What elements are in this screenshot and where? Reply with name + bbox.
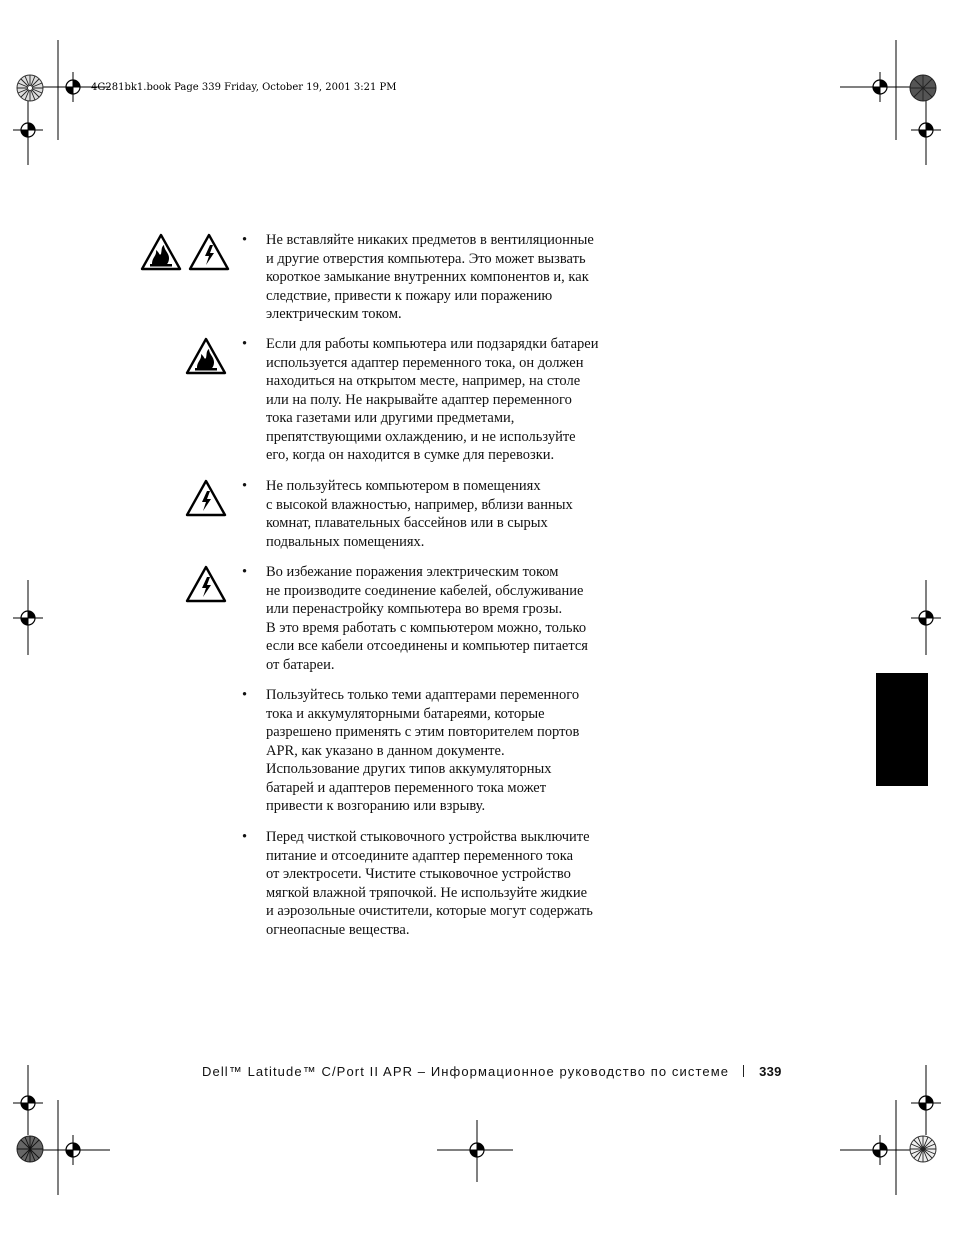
footer-separator [743, 1065, 744, 1077]
print-slug: 4G281bk1.book Page 339 Friday, October 19, 2001 3:21 PM [91, 82, 397, 93]
warning-text: Если для работы компьютера или подзарядки батареи используется адаптер переменного тока, он должен находиться на открытом месте, например, на столе или на полу. Не накрывайте адаптер переменного тока газетами или другими предметами, препятствующими охлаждению, и не используйте его, когда он находится в сумке для перевозки. [266, 336, 599, 463]
rosette-bottom-right [909, 1135, 937, 1163]
section-thumb-tab [876, 673, 928, 786]
warning-text: Не вставляйте никаких предметов в вентиляционные и другие отверстия компьютера. Это может вызвать короткое замыкание внутренних компонентов и, как следствие, привести к пожару или поражению электрическим током. [266, 232, 594, 322]
electric-shock-warning-icon [188, 233, 230, 271]
warning-text: Не пользуйтесь компьютером в помещениях с высокой влажностью, например, вблизи ванных комнат, плавательных бассейнов или в сырых подвальных помещениях. [266, 478, 573, 550]
bullet: • [242, 829, 248, 845]
electric-shock-warning-icon [185, 479, 227, 517]
bullet: • [242, 232, 248, 248]
fire-warning-icon [140, 233, 182, 271]
warning-text: Во избежание поражения электрическим током не производите соединение кабелей, обслуживание или перенастройку компьютера во время грозы. В это время работать с компьютером можно, только если все кабели отсоединены и компьютер питается от батареи. [266, 564, 588, 673]
rosette-bottom-left [16, 1135, 44, 1163]
rosette-top-left [16, 74, 44, 102]
electric-shock-warning-icon [185, 565, 227, 603]
bullet: • [242, 336, 248, 352]
warning-text: Перед чисткой стыковочного устройства выключите питание и отсоедините адаптер переменного тока от электросети. Чистите стыковочное устройство мягкой влажной тряпочкой. Не используйте жидкие и аэрозольные очистители, которые могут содержать огнеопасные вещества. [266, 829, 593, 938]
bullet: • [242, 564, 248, 580]
warning-text: Пользуйтесь только теми адаптерами переменного тока и аккумуляторными батареями, которые разрешено применять с этим повторителем портов APR, как указано в данном документе. Использование других типов аккумуляторных батарей и адаптеров переменного тока может привести к возгоранию или взрыву. [266, 687, 580, 814]
rosette-top-right [909, 74, 937, 102]
fire-warning-icon [185, 337, 227, 375]
bullet: • [242, 478, 248, 494]
running-footer [202, 1062, 782, 1080]
bullet: • [242, 687, 248, 703]
footer-title: Dell™ Latitude™ C/Port II APR – Информационное руководство по системе [202, 1063, 730, 1079]
page-number: 339 [759, 1063, 782, 1079]
